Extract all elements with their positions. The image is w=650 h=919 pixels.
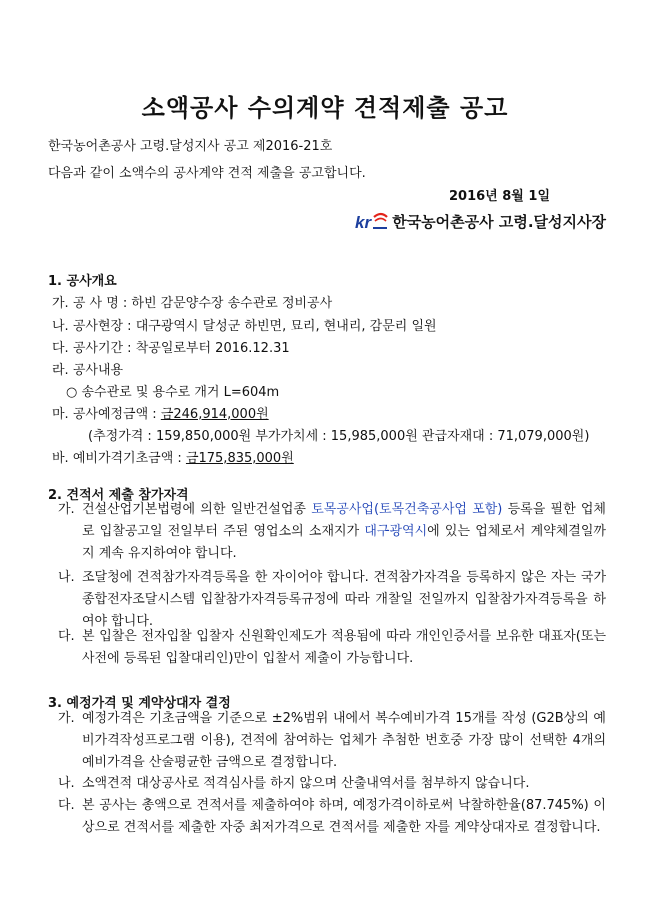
project-site: 나. 공사현장 : 대구광역시 달성군 하빈면, 묘리, 현내리, 감문리 일원 [52,319,437,334]
section2-heading: 2. 견적서 제출 참가자격 [48,488,189,503]
budget-label: 마. 공사예정금액 : [52,407,161,422]
qualification-c [58,626,606,670]
svg-text:kr: kr [355,212,372,232]
pricing-c-text: 본 공사는 총액으로 견적서를 제출하여야 하며, 예정가격이하로써 낙찰하한율(87.745%) 이상으로 견적서를 제출한 자중 최저가격으로 견적서를 제출한 자를 계약상대자로 결정합니다. [82,798,606,835]
project-name: 가. 공 사 명 : 하빈 감문양수장 송수관로 정비공사 [52,296,333,311]
qualification-c-label: 다. [58,629,75,644]
qualification-b-label: 나. [58,570,75,585]
section1-heading: 1. 공사개요 [48,274,117,289]
qualification-a-label: 가. [58,502,75,517]
pricing-b [58,773,606,795]
qualification-b [58,567,606,633]
issuer-name: 한국농어촌공사 고령.달성지사장 [392,213,606,231]
license-type-highlight: 토목공사업(토목건축공사업 포함) [311,502,503,517]
region-highlight: 대구광역시 [364,524,428,539]
pricing-a-text: 예정가격은 기초금액을 기준으로 ±2%범위 내에서 복수예비가격 15개를 작성 (G2B상의 예비가격작성프로그램 이용), 견적에 참여하는 업체가 추첨한 번호중 가장 많이 선택한 4개의 예비가격을 산술평균한 금액으로 결정합니다. [82,711,606,770]
kr-logo-icon [354,212,388,232]
budget-line [52,403,269,422]
qualification-a [58,499,606,565]
intro-text: 다음과 같이 소액수의 공사계약 견적 제출을 공고합니다. [48,166,366,181]
project-content-item: ○ 송수관로 및 용수로 개거 L=604m [66,385,280,400]
project-period: 다. 공사기간 : 착공일로부터 2016.12.31 [52,341,290,356]
qualification-c-text: 본 입찰은 전자입찰 입찰자 신원확인제도가 적용됨에 따라 개인인증서를 보유한 대표자(또는 사전에 등록된 입찰대리인)만이 입찰서 제출이 가능합니다. [82,629,606,666]
qualification-a-text3: 에 있는 업체로서 계약체결일까지 계속 유지하여야 합니다. [82,524,606,561]
base-price-line [52,447,294,466]
pricing-a [58,708,606,774]
pricing-b-text: 소액견적 대상공사로 적격심사를 하지 않으며 산출내역서를 첨부하지 않습니다. [82,776,530,791]
budget-value: 금246,914,000원 [160,407,269,422]
notice-number: 한국농어촌공사 고령.달성지사 공고 제2016-21호 [48,139,333,154]
section3-heading: 3. 예정가격 및 계약상대자 결정 [48,696,231,711]
qualification-a-text2: 등록을 필한 업체로 입찰공고일 전일부터 주된 영업소의 소재지가 [82,502,606,539]
budget-breakdown: (추정가격 : 159,850,000원 부가가치세 : 15,985,000원 관급자재대 : 71,079,000원) [88,429,590,444]
notice-date: 2016년 8월 1일 [449,189,550,204]
pricing-b-label: 나. [58,776,75,791]
pricing-c-label: 다. [58,798,75,813]
qualification-a-text1: 건설산업기본법령에 의한 일반건설업종 [82,502,312,517]
pricing-a-label: 가. [58,711,75,726]
project-content-label: 라. 공사내용 [52,363,124,378]
issuer-line [354,211,606,232]
qualification-b-text: 조달청에 견적참가자격등록을 한 자이어야 합니다. 견적참가자격을 등록하지 않은 자는 국가종합전자조달시스템 입찰참가자격등록규정에 따라 개찰일 전일까지 입찰참가자격등록을 하여야 합니다. [82,570,606,629]
pricing-c [58,795,606,839]
base-price-value: 금175,835,000원 [185,451,294,466]
base-price-label: 바. 예비가격기초금액 : [52,451,186,466]
document-title: 소액공사 수의계약 견적제출 공고 [141,94,509,122]
